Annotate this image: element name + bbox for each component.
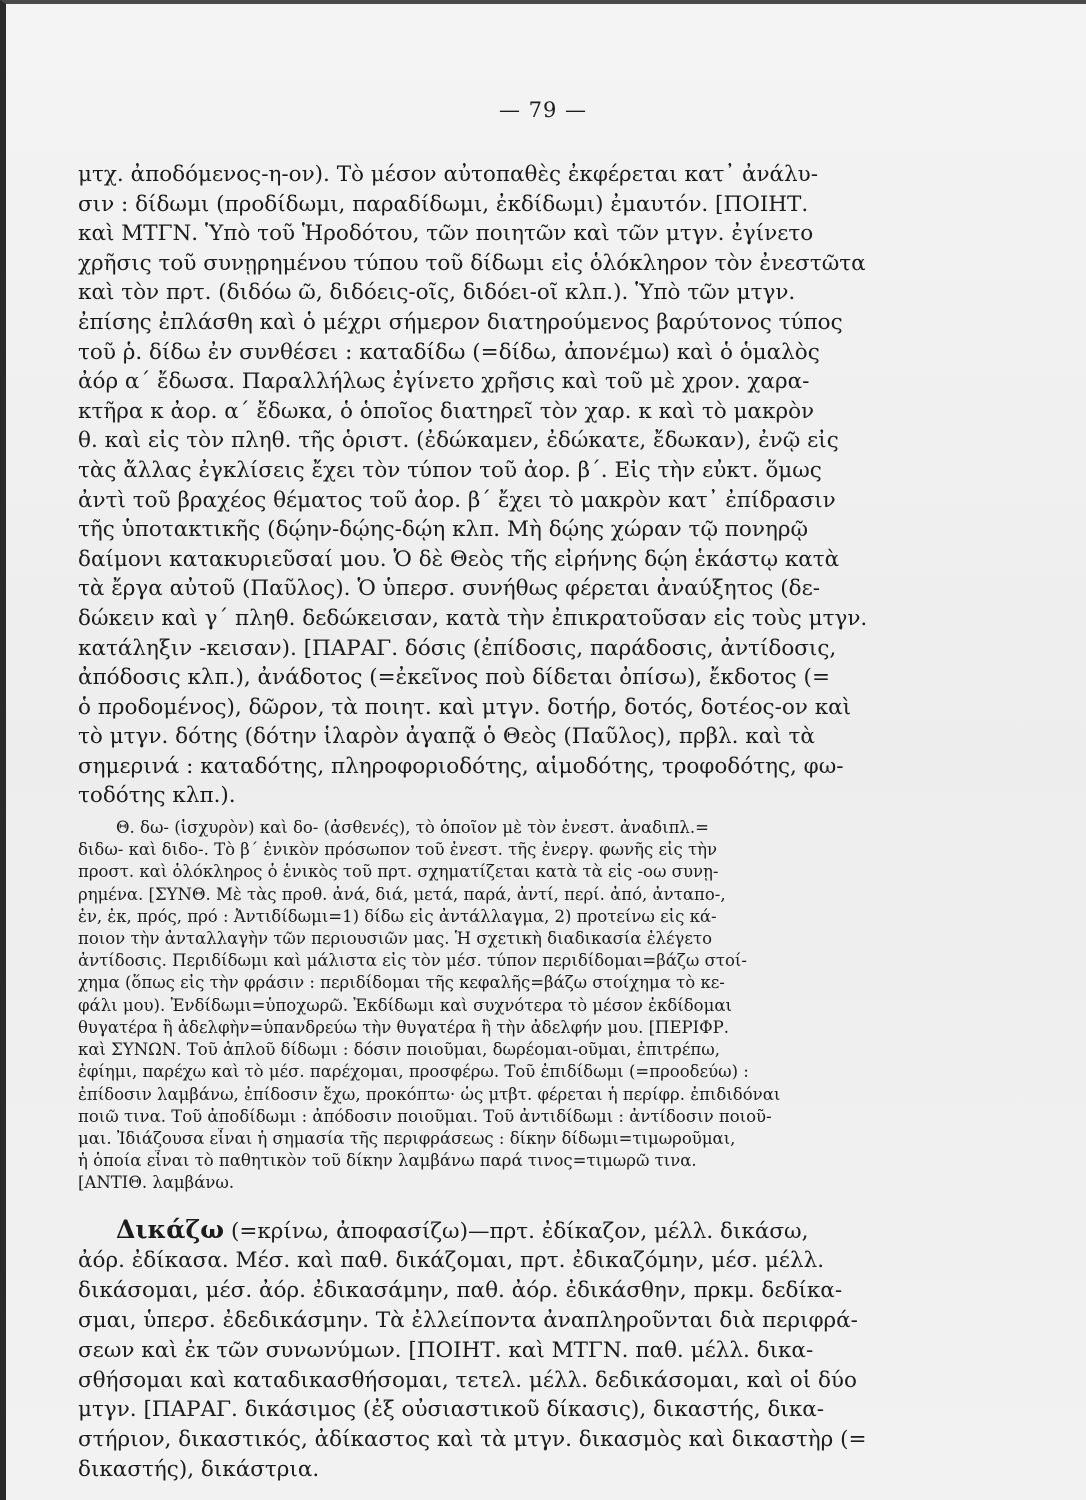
entry-line: ἀόρ. ἐδίκασα. Μέσ. καὶ παθ. δικάζομαι, πρτ. ἐδικαζόμην, μέσ. μέλλ. — [78, 1248, 825, 1274]
note-line: ἐν, ἐκ, πρός, πρό : Ἀντιδίδωμι=1) δίδω εἰς ἀντάλλαγμα, 2) προτείνω εἰς κά- — [78, 906, 717, 926]
entry-line: μτγν. [ΠΑΡΑΓ. δικάσιμος (ἐξ οὐσιαστικοῦ δίκασις), δικαστής, δικα- — [78, 1397, 825, 1423]
text-line: κατάληξιν -κεισαν). [ΠΑΡΑΓ. δόσις (ἐπίδοσις, παράδοσις, ἀντίδοσις, — [78, 635, 837, 661]
text-line: ὁ προδομένος), δῶρον, τὰ ποιητ. καὶ μτγν. δοτήρ, δοτός, δοτέος-ον καὶ — [78, 694, 852, 720]
entry-line: σθήσομαι καὶ καταδικασθήσομαι, τετελ. μέλλ. δεδικάσομαι, καὶ οἱ δύο — [78, 1367, 857, 1393]
note-line: ἡ ὁποία εἶναι τὸ παθητικὸν τοῦ δίκην λαμβάνω παρά τινος=τιμωρῶ τινα. — [78, 1151, 697, 1171]
note-paragraph — [78, 817, 948, 1194]
text-line: καὶ τὸν πρτ. (διδόω ῶ, διδόεις-οῖς, διδόει-οῖ κλπ.). Ὑπὸ τῶν μτγν. — [78, 280, 796, 306]
note-line: ποιον τὴν ἀνταλλαγὴν τῶν περιουσιῶν μας. Ἡ σχετικὴ διαδικασία ἐλέγετο — [78, 929, 713, 949]
entry-line: δικαστής), δικάστρια. — [78, 1456, 320, 1482]
text-line: καὶ ΜΤΓΝ. Ὑπὸ τοῦ Ἡροδότου, τῶν ποιητῶν καὶ τῶν μτγν. ἐγίνετο — [78, 221, 814, 247]
note-line: [ΑΝΤΙΘ. λαμβάνω. — [78, 1173, 235, 1193]
text-line: τῆς ὑποτακτικῆς (δῴην-δῴης-δῴη κλπ. Μὴ δῴης χώραν τῷ πονηρῷ — [78, 517, 809, 543]
note-line: καὶ ΣΥΝΩΝ. Τοῦ ἁπλοῦ δίδωμι : δόσιν ποιοῦμαι, δωρέομαι-οῦμαι, ἐπιτρέπω, — [78, 1040, 720, 1060]
text-line: ἐπίσης ἐπλάσθη καὶ ὁ μέχρι σήμερον διατηρούμενος βαρύτονος τύπος — [78, 309, 843, 335]
entry-first-line — [78, 1215, 948, 1247]
note-line: ἀντίδοσις. Περιδίδωμι καὶ μάλιστα εἰς τὸν μέσ. τύπον περιδίδομαι=βάζω στοί- — [78, 951, 747, 971]
note-line: ἐπίδοσιν λαμβάνω, ἐπίδοσιν ἔχω, προκόπτω· ὡς μτβτ. φέρεται ἡ περίφρ. ἐπιδιδόναι — [78, 1084, 781, 1104]
main-paragraph — [78, 160, 948, 811]
entry-headword: Δικάζω — [116, 1214, 225, 1244]
note-line: θυγατέρα ἢ ἀδελφὴν=ὑπανδρεύω τὴν θυγατέρα ἢ τὴν ἀδελφήν μου. [ΠΕΡΙΦΡ. — [78, 1017, 729, 1037]
text-line: κτῆρα κ ἀορ. α΄ ἔδωκα, ὁ ὁποῖος διατηρεῖ τὸν χαρ. κ καὶ τὸ μακρὸν — [78, 398, 815, 424]
entry-line: σεων καὶ ἐκ τῶν συνωνύμων. [ΠΟΙΗΤ. καὶ ΜΤΓΝ. παθ. μέλλ. δικα- — [78, 1337, 814, 1363]
text-line: ἀόρ α΄ ἔδωσα. Παραλλήλως ἐγίνετο χρῆσις καὶ τοῦ μὲ χρον. χαρα- — [78, 369, 810, 395]
text-line: τοδότης κλπ.). — [78, 783, 236, 809]
text-line: δώκειν καὶ γ΄ πληθ. δεδώκεισαν, κατὰ τὴν ἐπικρατοῦσαν εἰς τοὺς μτγν. — [78, 605, 868, 631]
text-line: τὰς ἄλλας ἐγκλίσεις ἔχει τὸν τύπον τοῦ ἀορ. β΄. Εἰς τὴν εὐκτ. ὅμως — [78, 457, 822, 483]
note-line: χημα (ὅπως εἰς τὴν φράσιν : περιδίδομαι τῆς κεφαλῆς=βάζω στοίχημα τὸ κε- — [78, 973, 725, 993]
note-line: ρημένα. [ΣΥΝΘ. Μὲ τὰς προθ. ἀνά, διά, μετά, παρά, ἀντί, περί. ἀπό, ἀνταπο-, — [78, 884, 726, 904]
text-line: τὸ μτγν. δότης (δότην ἱλαρὸν ἀγαπᾷ ὁ Θεὸς (Παῦλος), πρβλ. καὶ τὰ — [78, 724, 815, 750]
entry-line: στήριον, δικαστικός, ἀδίκαστος καὶ τὰ μτγν. δικασμὸς καὶ δικαστὴρ (= — [78, 1427, 867, 1453]
page-number: — 79 — — [498, 98, 588, 122]
note-line: διδω- καὶ διδο-. Τὸ β΄ ἑνικὸν πρόσωπον τοῦ ἐνεστ. τῆς ἐνεργ. φωνῆς εἰς τὴν — [78, 840, 718, 860]
dictionary-entry — [78, 1215, 948, 1485]
text-line: ἀπόδοσις κλπ.), ἀνάδοτος (=ἐκεῖνος ποὺ δίδεται ὀπίσω), ἔκδοτος (= — [78, 665, 830, 691]
entry-line: (=κρίνω, ἀποφασίζω)—πρτ. ἐδίκαζον, μέλλ. δικάσω, — [230, 1218, 809, 1244]
entry-line: δικάσομαι, μέσ. ἀόρ. ἐδικασάμην, παθ. ἀόρ. ἐδικάσθην, πρκμ. δεδίκα- — [78, 1278, 843, 1304]
text-line: δαίμονι κατακυριεῦσαί μου. Ὁ δὲ Θεὸς τῆς εἰρήνης δῴη ἑκάστῳ κατὰ — [78, 546, 840, 572]
note-line: ποιῶ τινα. Τοῦ ἀποδίδωμι : ἀπόδοσιν ποιοῦμαι. Τοῦ ἀντιδίδωμι : ἀντίδοσιν ποιοῦ- — [78, 1106, 772, 1126]
text-line: θ. καὶ εἰς τὸν πληθ. τῆς ὁριστ. (ἐδώκαμεν, ἐδώκατε, ἔδωκαν), ἐνῷ εἰς — [78, 428, 839, 454]
text-line: χρῆσις τοῦ συνῃρημένου τύπου τοῦ δίδωμι εἰς ὁλόκληρον τὸν ἐνεστῶτα — [78, 250, 866, 276]
note-line: φάλι μου). Ἐνδίδωμι=ὑποχωρῶ. Ἐκδίδωμι καὶ συχνότερα τὸ μέσον ἐκδίδομαι — [78, 995, 732, 1015]
note-line: ἐφίημι, παρέχω καὶ τὸ μέσ. παρέχομαι, προσφέρω. Τοῦ ἐπιδίδωμι (=προοδεύω) : — [78, 1062, 749, 1082]
note-line: μαι. Ἰδιάζουσα εἶναι ἡ σημασία τῆς περιφράσεως : δίκην δίδωμι=τιμωροῦμαι, — [78, 1128, 736, 1148]
text-line: τὰ ἔργα αὐτοῦ (Παῦλος). Ὁ ὑπερσ. συνήθως φέρεται ἀναύξητος (δε- — [78, 576, 821, 602]
text-line: μτχ. ἀποδόμενος-η-ον). Τὸ μέσον αὐτοπαθὲς ἐκφέρεται κατ᾽ ἀνάλυ- — [78, 162, 819, 187]
entry-line: σμαι, ὑπερσ. ἐδεδικάσμην. Τὰ ἐλλείποντα ἀναπληροῦνται διὰ περιφρά- — [78, 1307, 858, 1333]
text-line: τοῦ ῥ. δίδω ἐν συνθέσει : καταδίδω (=δίδω, ἀπονέμω) καὶ ὁ ὁμαλὸς — [78, 339, 820, 365]
note-line: προστ. καὶ ὁλόκληρος ὁ ἑνικὸς τοῦ πρτ. σχηματίζεται κατὰ τὰ εἰς -οω συνῃ- — [78, 862, 719, 882]
note-line: Θ. δω- (ἰσχυρὸν) καὶ δο- (ἀσθενές), τὸ ὁποῖον μὲ τὸν ἐνεστ. ἀναδιπλ.= — [116, 818, 709, 838]
text-line: σιν : δίδωμι (προδίδωμι, παραδίδωμι, ἐκδίδωμι) ἐμαυτόν. [ΠΟΙΗΤ. — [78, 191, 809, 217]
text-line: ἀντὶ τοῦ βραχέος θέματος τοῦ ἀορ. β΄ ἔχει τὸ μακρὸν κατ᾽ ἐπίδρασιν — [78, 487, 836, 513]
text-line: σημερινά : καταδότης, πληροφοριοδότης, αἱμοδότης, τροφοδότης, φω- — [78, 753, 844, 779]
